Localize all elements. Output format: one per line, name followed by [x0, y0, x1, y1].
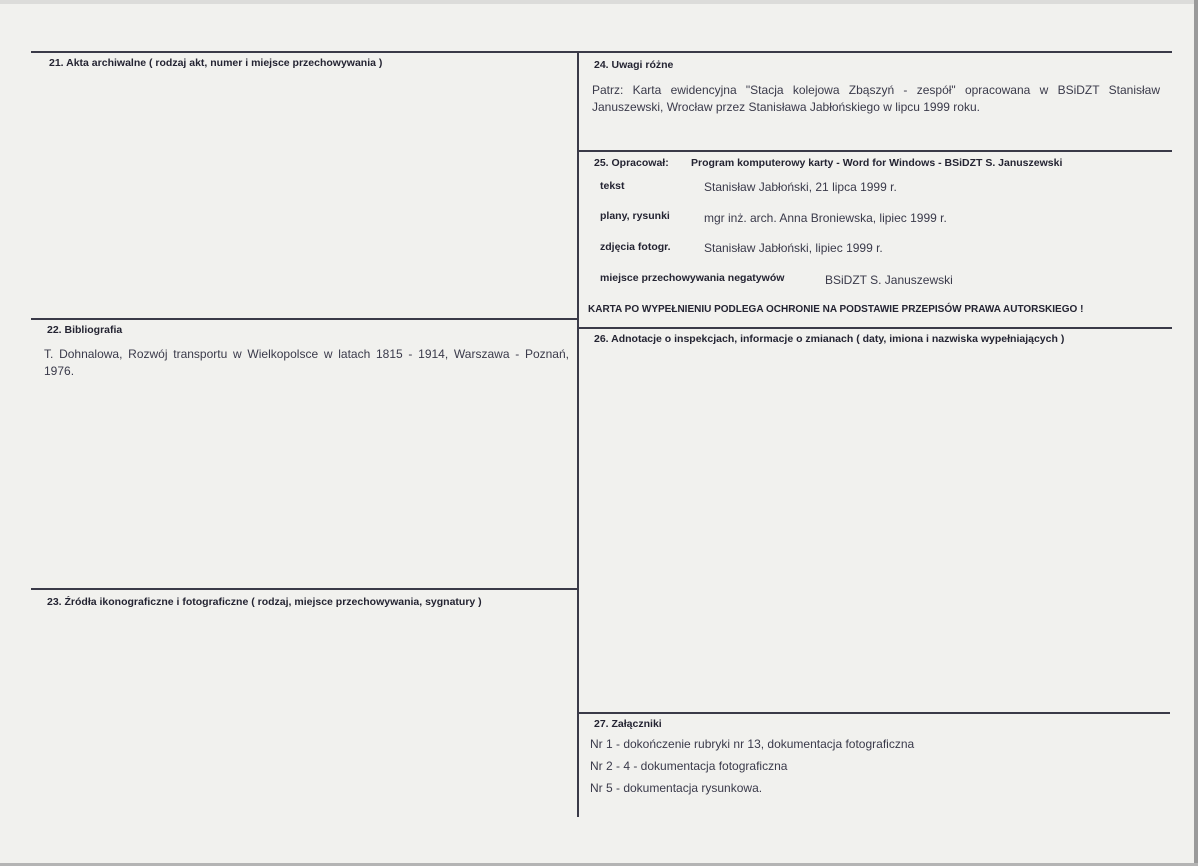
rule-26-27 [579, 712, 1170, 714]
rule-21-22 [31, 318, 577, 320]
section-26-title: 26. Adnotacje o inspekcjach, informacje o zmianach ( daty, imiona i nazwiska wypełniających ) [594, 333, 1065, 345]
scan-edge-right [1194, 0, 1198, 866]
section-22-text: T. Dohnalowa, Rozwój transportu w Wielkopolsce w latach 1815 - 1914, Warszawa - Poznań, 1976. [44, 347, 569, 378]
row-value-text: Stanisław Jabłoński, 21 lipca 1999 r. [704, 180, 897, 194]
rule-25-26 [579, 327, 1172, 329]
attachment-item: Nr 2 - 4 - dokumentacja fotograficzna [590, 759, 788, 773]
section-22-title: 22. Bibliografia [47, 324, 123, 336]
section-27-title: 27. Załączniki [594, 718, 662, 730]
row-value-negatives: BSiDZT S. Januszewski [825, 273, 953, 287]
section-25-program: Program komputerowy karty - Word for Windows - BSiDZT S. Januszewski [691, 157, 1063, 169]
row-label-text: tekst [600, 180, 625, 192]
center-divider [577, 51, 579, 817]
section-24-text: Patrz: Karta ewidencyjna "Stacja kolejowa Zbąszyń - zespół" opracowana w BSiDZT Stanisław Januszewski, Wrocław przez Stanisława Jabłońskiego w lipcu 1999 roku. [592, 83, 1160, 114]
row-label-photos: zdjęcia fotogr. [600, 241, 671, 253]
section-25-title: 25. Opracował: [594, 157, 669, 169]
scan-edge-top [0, 0, 1198, 4]
row-label-drawings: plany, rysunki [600, 210, 670, 222]
section-24-title: 24. Uwagi różne [594, 59, 674, 71]
rule-24-25 [579, 150, 1172, 152]
copyright-notice: KARTA PO WYPEŁNIENIU PODLEGA OCHRONIE NA PODSTAWIE PRZEPISÓW PRAWA AUTORSKIEGO ! [588, 304, 1084, 315]
attachment-item: Nr 5 - dokumentacja rysunkowa. [590, 781, 763, 795]
row-value-photos: Stanisław Jabłoński, lipiec 1999 r. [704, 241, 883, 255]
row-label-negatives: miejsce przechowywania negatywów [600, 272, 785, 284]
row-value-drawings: mgr inż. arch. Anna Broniewska, lipiec 1999 r. [704, 211, 947, 225]
attachment-item: Nr 1 - dokończenie rubryki nr 13, dokumentacja fotograficzna [590, 737, 915, 751]
top-rule [31, 51, 1172, 53]
section-21-title: 21. Akta archiwalne ( rodzaj akt, numer i miejsce przechowywania ) [49, 57, 383, 69]
section-23-title: 23. Źródła ikonograficzne i fotograficzne ( rodzaj, miejsce przechowywania, sygnatury ) [47, 596, 482, 608]
rule-22-23 [31, 588, 577, 590]
